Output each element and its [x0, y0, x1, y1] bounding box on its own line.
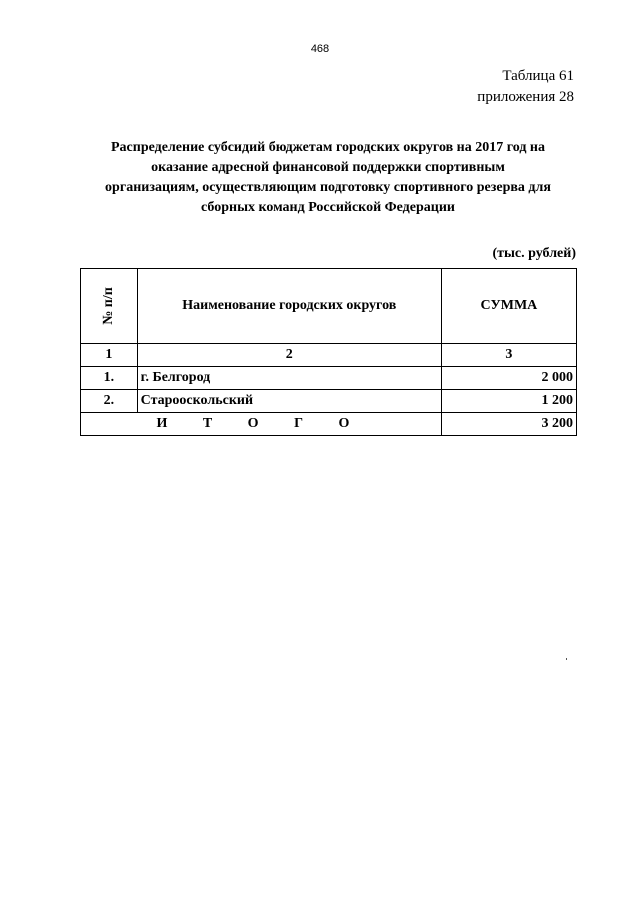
title-line1: Распределение субсидий бюджетам городских округов на 2017 год на	[111, 140, 545, 155]
table-reference	[477, 66, 574, 108]
table-reference-line1: Таблица 61	[502, 68, 574, 84]
row-num: 1.	[81, 367, 138, 390]
header-name: Наименование городских округов	[137, 269, 441, 344]
page-number: 468	[310, 43, 330, 55]
row-sum: 2 000	[441, 367, 576, 390]
title-line2: оказание адресной финансовой поддержки спортивным	[151, 160, 505, 175]
row-name: Старооскольский	[137, 390, 441, 413]
row-name: г. Белгород	[137, 367, 441, 390]
title-line3: организациям, осуществляющим подготовку спортивного резерва для	[105, 180, 551, 195]
scan-artifact	[566, 658, 567, 660]
total-sum: 3 200	[441, 413, 576, 436]
table-total-row	[81, 413, 577, 436]
table-index-row	[81, 344, 577, 367]
total-label: И Т О Г О	[81, 413, 442, 436]
row-num: 2.	[81, 390, 138, 413]
header-sum: СУММА	[441, 269, 576, 344]
index-cell-2: 2	[137, 344, 441, 367]
index-cell-1: 1	[81, 344, 138, 367]
table-header-row	[81, 269, 577, 344]
table-row	[81, 390, 577, 413]
table-row	[81, 367, 577, 390]
header-num-cell	[81, 269, 138, 344]
header-num: № п/п	[100, 287, 116, 325]
table-reference-line2: приложения 28	[477, 89, 574, 105]
subsidy-table	[80, 268, 577, 436]
row-sum: 1 200	[441, 390, 576, 413]
title-line4: сборных команд Российской Федерации	[201, 200, 455, 215]
units-label: (тыс. рублей)	[492, 246, 576, 261]
index-cell-3: 3	[441, 344, 576, 367]
document-title	[80, 138, 576, 218]
